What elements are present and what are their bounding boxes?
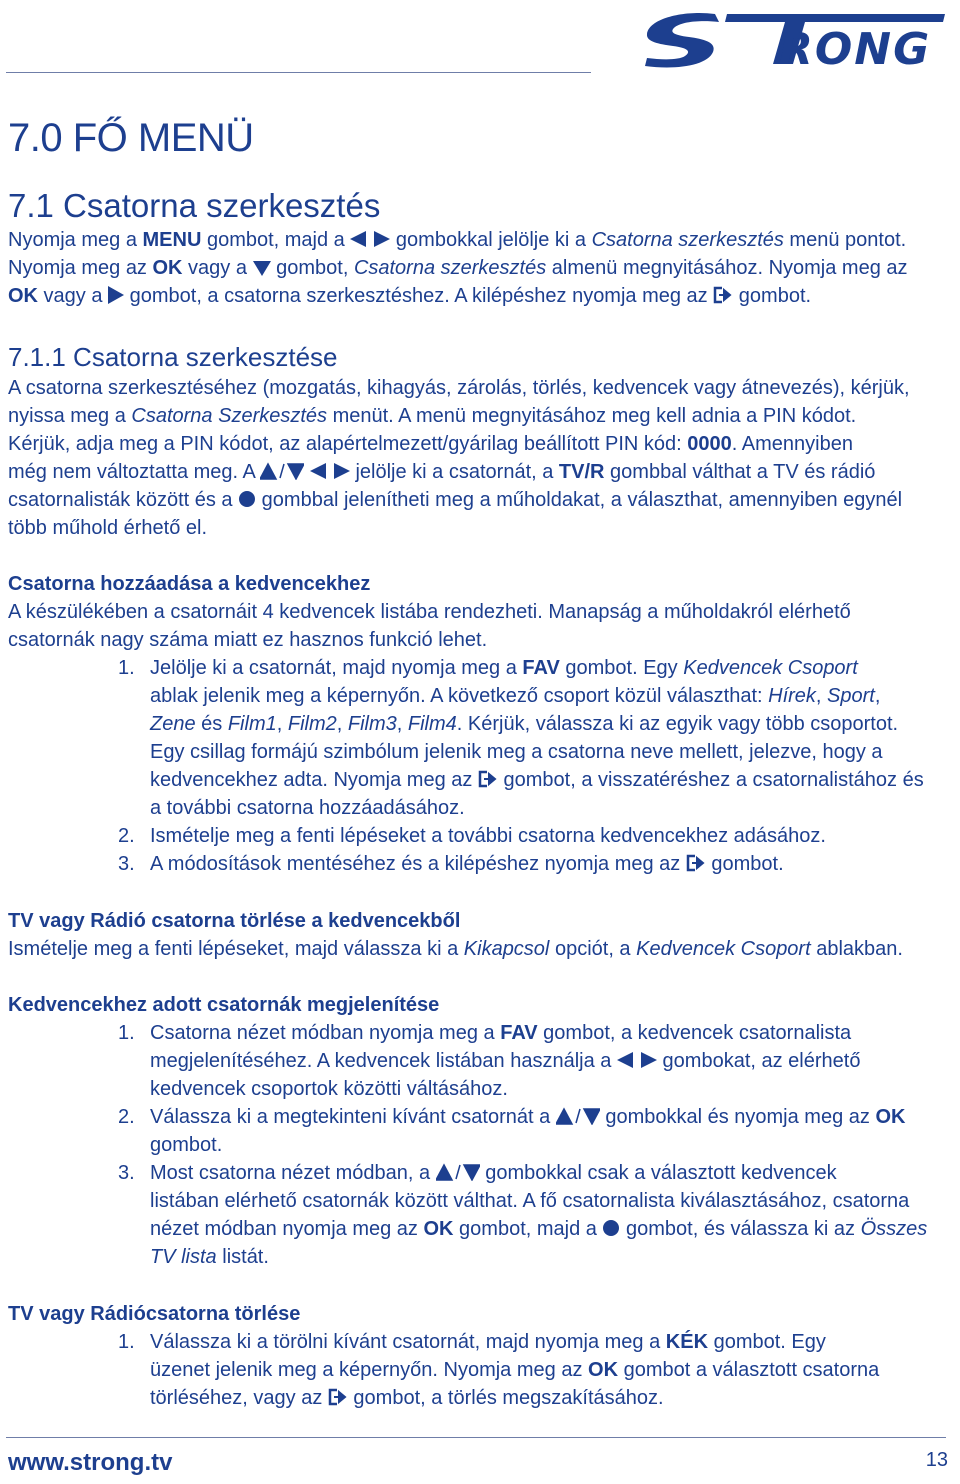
header-rule [6, 72, 591, 73]
footer-rule [6, 1437, 946, 1438]
subheading-fav-delete: TV vagy Rádió csatorna törlése a kedvencekből [8, 910, 461, 932]
exit-icon [478, 770, 498, 788]
subheading-channel-delete: TV vagy Rádiócsatorna törlése [8, 1303, 301, 1325]
fav-add-paragraph: A készülékében a csatornáit 4 kedvencek listába rendezheti. Manapság a műholdakról elérhető csatornák nagy száma miatt ez hasznos funkció lehet. [8, 601, 851, 651]
heading-channel-edit: 7.1 Csatorna szerkesztés [8, 187, 381, 224]
logo-text [645, 8, 950, 70]
right-arrow-icon [108, 286, 124, 304]
edit-paragraph: A csatorna szerkesztéséhez (mozgatás, kihagyás, zárolás, törlés, kedvencek vagy átnevezés), kérjük, nyissa meg a Csatorna Szerkesztés menüt. A menü megnyitásához meg kell adnia a PIN kódot. Kérjük, adja meg a PIN kódot, az alapértelmezett/gyárilag beállított PIN kód: 0000. Amennyiben még nem változtatta meg. A jelölje ki a csatornát, a TV/R gombbal válthat a TV és rádió csatornalisták között és a gombbal jelenítheti meg a műholdakat, a választhat, amennyiben egynél több műhold érhető el. [8, 377, 910, 539]
heading-channel-editing: 7.1.1 Csatorna szerkesztése [8, 342, 338, 372]
dot-button-icon [238, 490, 256, 508]
subheading-fav-add: Csatorna hozzáadása a kedvencekhez [8, 573, 371, 595]
fav-delete-paragraph: Ismételje meg a fenti lépéseket, majd válassza ki a Kikapcsol opciót, a Kedvencek Csoport ablakban. [8, 938, 903, 960]
up-down-arrows-icon [436, 1163, 480, 1181]
strong-logo [645, 8, 950, 70]
dot-button-icon [602, 1219, 620, 1237]
left-right-arrows-icon [310, 462, 350, 480]
subheading-fav-show: Kedvencekhez adott csatornák megjelenítése [8, 994, 440, 1016]
intro-paragraph: Nyomja meg a MENU gombot, majd a gombokkal jelölje ki a Csatorna szerkesztés menü pontot. Nyomja meg az OK vagy a gombot, Csatorna szerkesztés almenü megnyitásához. Nyomja meg az OK vagy a gombot, a csatorna szerkesztéshez. A kilépéshez nyomja meg az gombot. [8, 229, 908, 307]
page-number: 13 [925, 1449, 948, 1471]
heading-main-menu: 7.0 FŐ MENÜ [8, 116, 254, 160]
footer-url-link[interactable]: www.strong.tv [8, 1449, 173, 1476]
svg-text:RONG: RONG [779, 24, 932, 70]
down-arrow-icon [253, 260, 271, 276]
left-right-arrows-icon [350, 230, 390, 248]
up-down-arrows-icon [556, 1107, 600, 1125]
left-right-arrows-icon [617, 1051, 657, 1069]
exit-icon [328, 1388, 348, 1406]
up-down-arrows-icon [260, 462, 304, 480]
exit-icon [686, 854, 706, 872]
exit-icon [713, 286, 733, 304]
